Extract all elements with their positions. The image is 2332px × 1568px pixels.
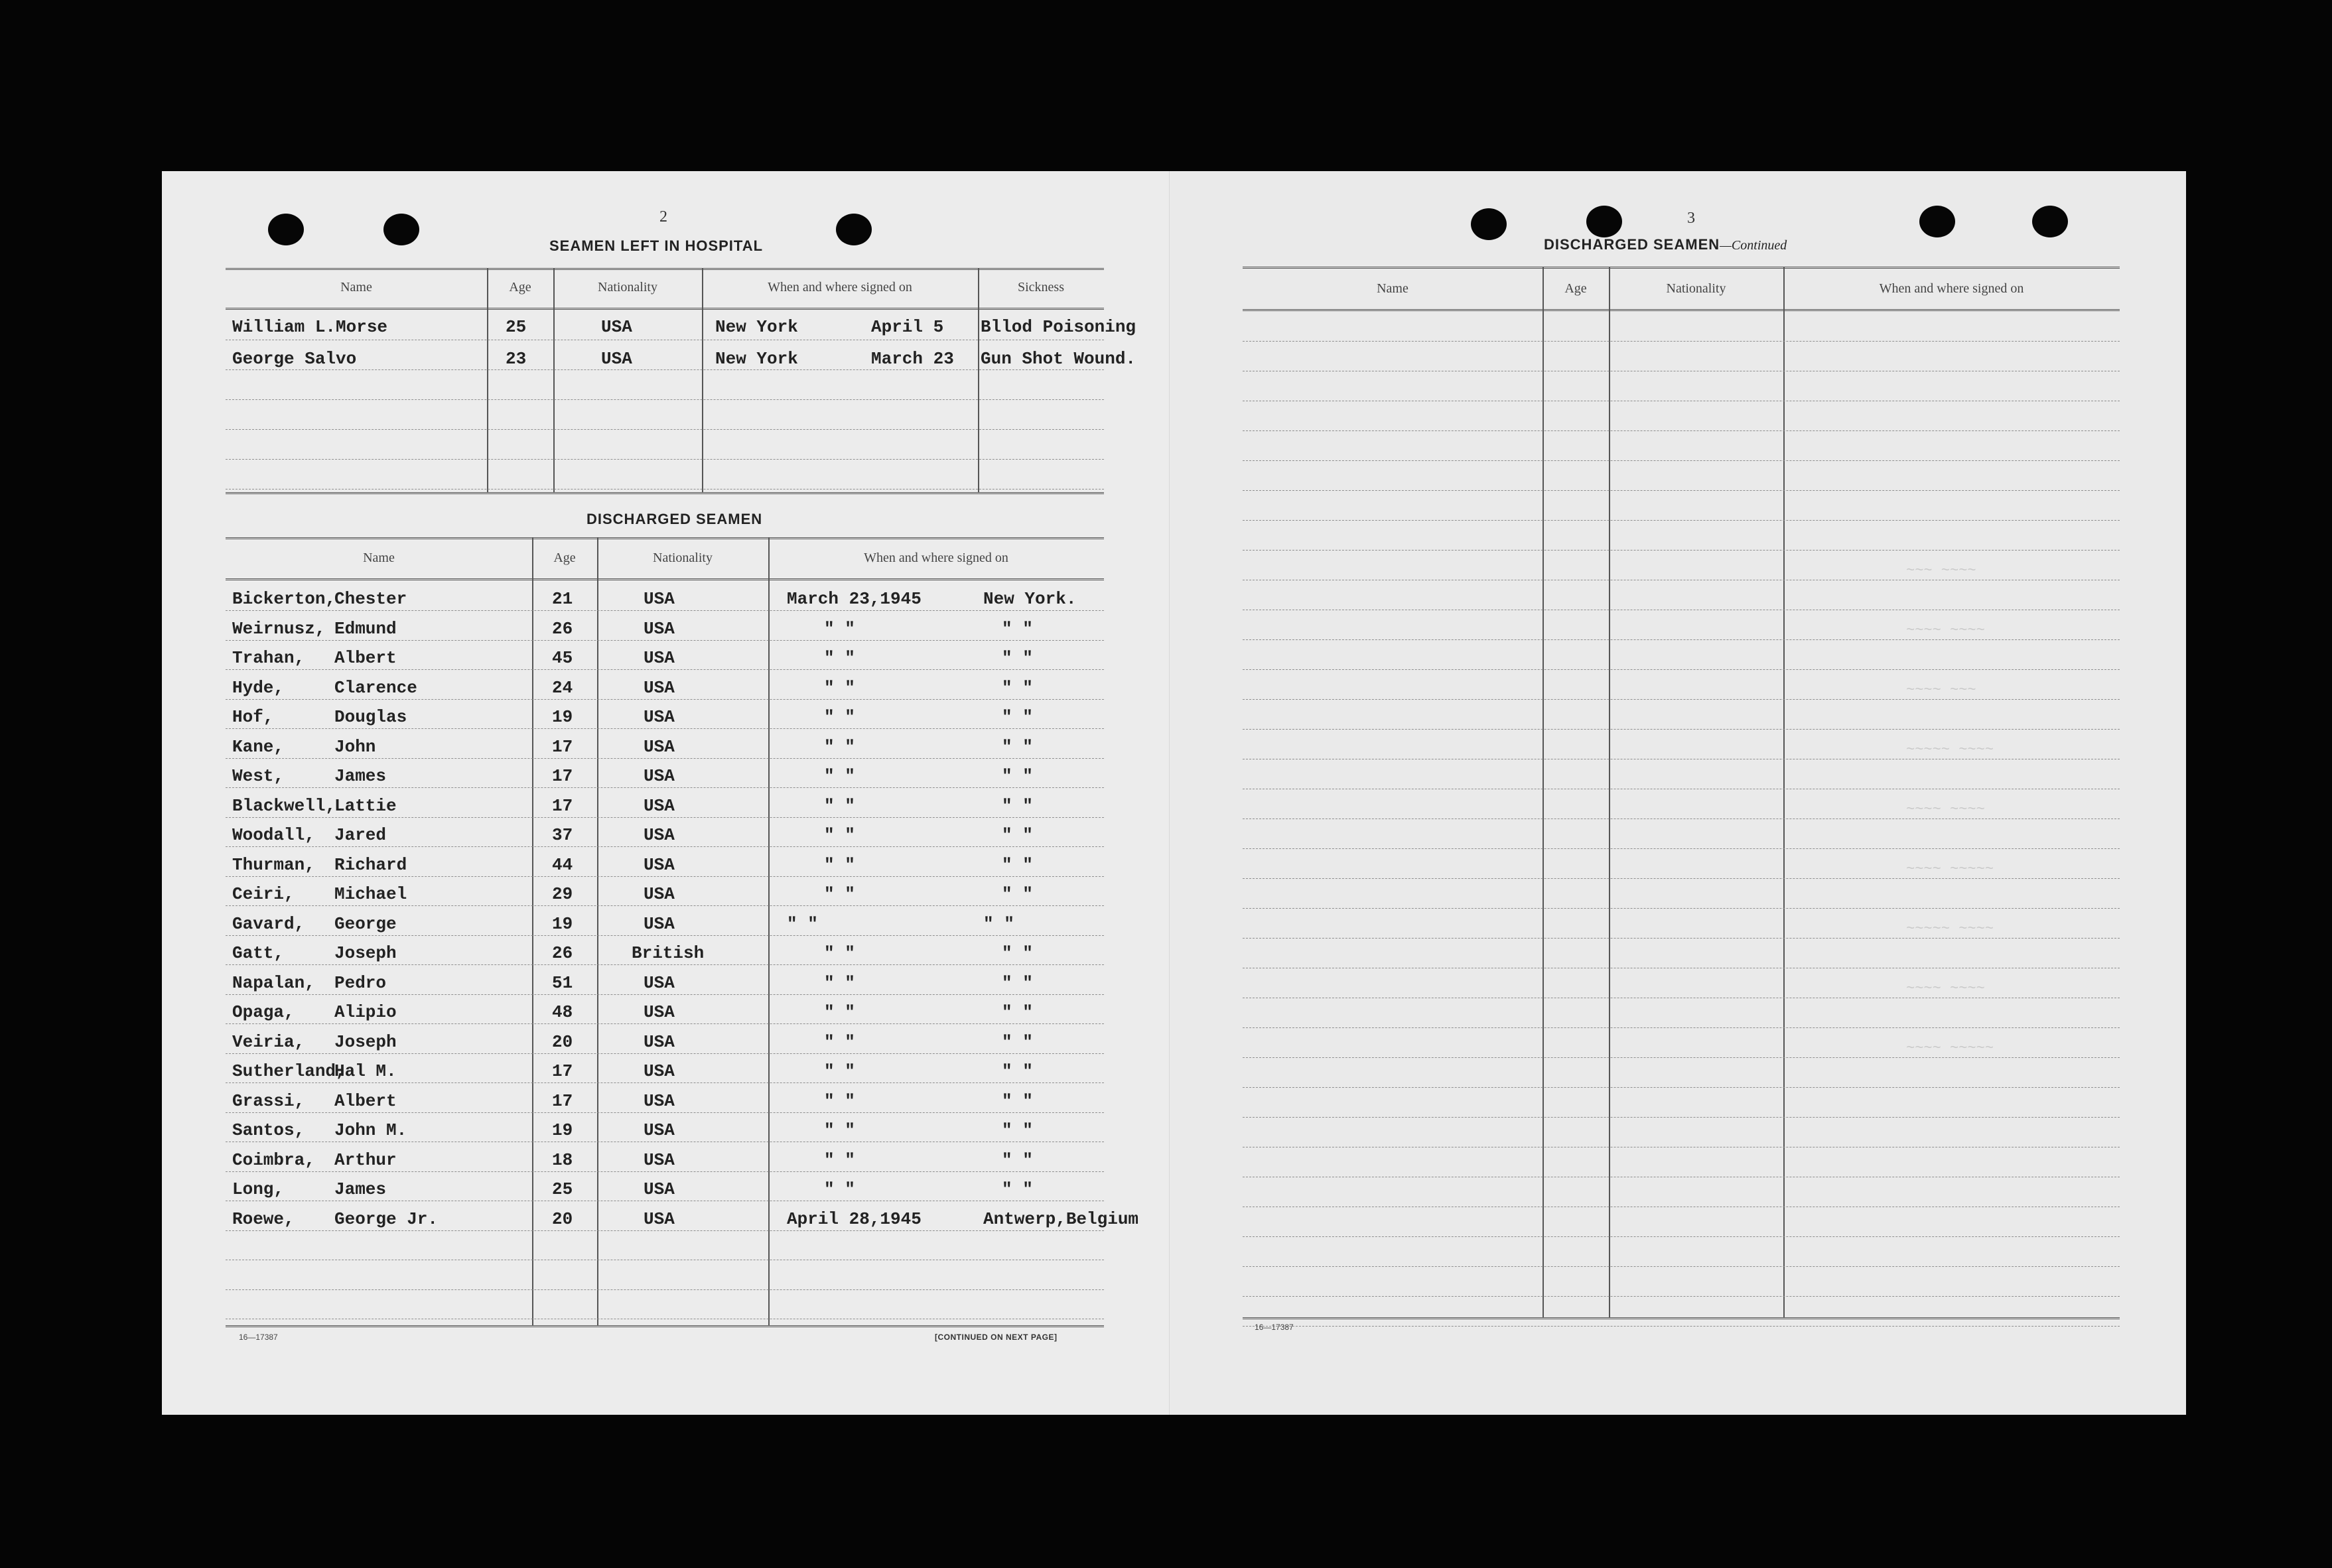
seaman-signed-place: " " [1002, 736, 1033, 757]
seaman-nationality: USA [644, 1090, 675, 1111]
seaman-signed-place: " " [1002, 972, 1033, 993]
seaman-signed-place: " " [983, 913, 1014, 934]
row-rule [1243, 908, 2120, 909]
seaman-age: 37 [552, 825, 573, 845]
seaman-nationality: USA [644, 618, 675, 639]
hospital-date: March 23 [871, 349, 954, 369]
left-page [162, 171, 1169, 1415]
row-rule [1243, 729, 2120, 730]
page-number: 3 [1687, 210, 1695, 227]
seaman-surname: Ceiri, [232, 884, 295, 904]
bleed-through: ~~~~ ~~~~ [1906, 980, 1985, 997]
seaman-signed-place: " " [1002, 1002, 1033, 1022]
table-bottom-rule [1243, 1317, 2120, 1319]
seaman-signed-date: " " [824, 618, 855, 639]
seaman-signed-date: " " [824, 1179, 855, 1199]
row-rule [226, 669, 1104, 670]
seaman-age: 26 [552, 943, 573, 963]
seaman-nationality: USA [644, 1061, 675, 1081]
seaman-signed-date: " " [824, 1090, 855, 1111]
column-divider [1543, 267, 1544, 1317]
bleed-through: ~~~~ ~~~ [1906, 682, 1976, 698]
row-rule [226, 459, 1104, 460]
row-rule [226, 429, 1104, 430]
seaman-nationality: USA [644, 795, 675, 816]
row-rule [226, 610, 1104, 611]
row-rule [1243, 1296, 2120, 1297]
bleed-through: ~~~~ ~~~~~ [1906, 1040, 1994, 1057]
hospital-nationality: USA [601, 317, 632, 337]
column-divider [597, 537, 598, 1325]
seaman-surname: Thurman, [232, 854, 315, 875]
hospital-date: April 5 [871, 317, 944, 337]
seaman-surname: Opaga, [232, 1002, 295, 1022]
seaman-age: 26 [552, 618, 573, 639]
seaman-nationality: USA [644, 1120, 675, 1140]
row-rule [226, 876, 1104, 877]
seaman-signed-place: " " [1002, 707, 1033, 727]
seaman-given-name: George Jr. [334, 1209, 439, 1229]
seaman-signed-place: " " [1002, 825, 1033, 845]
seaman-surname: Trahan, [232, 648, 305, 668]
punch-hole [1919, 206, 1955, 237]
punch-hole [2032, 206, 2068, 237]
table-bottom-rule [226, 492, 1104, 494]
row-rule [1243, 1236, 2120, 1237]
column-header: Age [553, 551, 576, 565]
seaman-age: 25 [552, 1179, 573, 1199]
row-rule [226, 728, 1104, 729]
row-rule [1243, 430, 2120, 431]
seaman-age: 17 [552, 795, 573, 816]
column-header: When and where signed on [768, 280, 912, 294]
seaman-surname: Grassi, [232, 1090, 305, 1111]
column-header: Sickness [1018, 280, 1064, 294]
row-rule [226, 964, 1104, 965]
seaman-surname: Long, [232, 1179, 285, 1199]
seaman-signed-date: " " [824, 795, 855, 816]
hospital-name: William L.Morse [232, 317, 388, 337]
row-rule [1243, 878, 2120, 879]
header-rule [226, 308, 1104, 310]
hospital-name: George Salvo [232, 349, 357, 369]
row-rule [1243, 341, 2120, 342]
row-rule [1243, 1117, 2120, 1118]
row-rule [226, 699, 1104, 700]
seaman-given-name: Pedro [334, 972, 387, 993]
seaman-nationality: USA [644, 648, 675, 668]
header-rule [1243, 309, 2120, 311]
seaman-signed-date: " " [824, 677, 855, 698]
column-header: When and where signed on [864, 551, 1008, 565]
row-rule [226, 489, 1104, 490]
row-rule [226, 1171, 1104, 1172]
hospital-place: New York [715, 349, 798, 369]
seaman-signed-date: " " [824, 648, 855, 668]
header-rule [226, 578, 1104, 580]
seaman-age: 17 [552, 736, 573, 757]
discharged-continued-title [1544, 236, 1787, 253]
seaman-age: 24 [552, 677, 573, 698]
seaman-age: 48 [552, 1002, 573, 1022]
seaman-nationality: USA [644, 1179, 675, 1199]
row-rule [1243, 848, 2120, 849]
seaman-given-name: Clarence [334, 677, 417, 698]
seaman-signed-date: March 23,1945 [787, 589, 922, 609]
seaman-surname: Coimbra, [232, 1149, 315, 1170]
seaman-signed-date: " " [824, 1031, 855, 1052]
seaman-signed-place: " " [1002, 1179, 1033, 1199]
row-rule [226, 1112, 1104, 1113]
row-rule [226, 817, 1104, 818]
seaman-given-name: John M. [334, 1120, 407, 1140]
seaman-surname: Gavard, [232, 913, 305, 934]
seaman-nationality: USA [644, 589, 675, 609]
seaman-age: 21 [552, 589, 573, 609]
seaman-nationality: USA [644, 707, 675, 727]
hospital-title: SEAMEN LEFT IN HOSPITAL [549, 237, 764, 254]
row-rule [1243, 550, 2120, 551]
seaman-age: 17 [552, 1090, 573, 1111]
seaman-signed-date: " " [824, 884, 855, 904]
table-top-rule [226, 268, 1104, 270]
punch-hole [268, 214, 304, 245]
hospital-sickness: Bllod Poisoning [981, 317, 1136, 337]
column-divider [768, 537, 770, 1325]
discharged-title: DISCHARGED SEAMEN [586, 511, 763, 527]
bleed-through: ~~~~ ~~~~ [1906, 801, 1985, 818]
seaman-signed-place: " " [1002, 677, 1033, 698]
seaman-surname: Veiria, [232, 1031, 305, 1052]
hospital-age: 23 [506, 349, 527, 369]
seaman-age: 20 [552, 1031, 573, 1052]
seaman-age: 19 [552, 707, 573, 727]
form-number: 16—17387 [239, 1333, 278, 1342]
seaman-age: 18 [552, 1149, 573, 1170]
row-rule [1243, 1027, 2120, 1028]
seaman-signed-place: " " [1002, 1120, 1033, 1140]
page-number: 2 [659, 208, 667, 226]
seaman-given-name: Joseph [334, 943, 397, 963]
row-rule [226, 994, 1104, 995]
column-header: Age [509, 280, 531, 294]
seaman-signed-date: " " [824, 1002, 855, 1022]
seaman-nationality: USA [644, 825, 675, 845]
seaman-age: 45 [552, 648, 573, 668]
column-header: Nationality [598, 280, 657, 294]
seaman-given-name: Hal M. [334, 1061, 397, 1081]
seaman-given-name: Albert [334, 648, 397, 668]
seaman-signed-date: " " [824, 766, 855, 786]
row-rule [226, 846, 1104, 847]
seaman-given-name: Chester [334, 589, 407, 609]
form-number: 16—17387 [1255, 1323, 1294, 1332]
seaman-surname: Bickerton, [232, 589, 336, 609]
punch-hole [836, 214, 872, 245]
seaman-signed-date: " " [824, 972, 855, 993]
row-rule [226, 369, 1104, 370]
seaman-given-name: Arthur [334, 1149, 397, 1170]
punch-hole [1471, 208, 1507, 240]
hospital-place: New York [715, 317, 798, 337]
row-rule [1243, 1087, 2120, 1088]
seaman-surname: Weirnusz, [232, 618, 326, 639]
row-rule [226, 787, 1104, 788]
bleed-through: ~~~~~ ~~~~ [1906, 921, 1994, 937]
seaman-surname: West, [232, 766, 285, 786]
seaman-given-name: James [334, 1179, 387, 1199]
bleed-through: ~~~~~ ~~~~ [1906, 742, 1994, 758]
seaman-given-name: Richard [334, 854, 407, 875]
seaman-nationality: USA [644, 736, 675, 757]
row-rule [1243, 490, 2120, 491]
seaman-age: 20 [552, 1209, 573, 1229]
hospital-nationality: USA [601, 349, 632, 369]
row-rule [1243, 818, 2120, 819]
seaman-nationality: USA [644, 766, 675, 786]
seaman-signed-date: " " [824, 736, 855, 757]
seaman-signed-place: " " [1002, 648, 1033, 668]
seaman-surname: Sutherland, [232, 1061, 346, 1081]
seaman-age: 19 [552, 1120, 573, 1140]
seaman-given-name: Michael [334, 884, 407, 904]
table-top-rule [226, 537, 1104, 539]
seaman-age: 29 [552, 884, 573, 904]
row-rule [226, 935, 1104, 936]
seaman-signed-place: " " [1002, 854, 1033, 875]
row-rule [226, 905, 1104, 906]
seaman-signed-date: April 28,1945 [787, 1209, 922, 1229]
seaman-signed-place: " " [1002, 884, 1033, 904]
column-divider [532, 537, 533, 1325]
row-rule [226, 1053, 1104, 1054]
seaman-given-name: James [334, 766, 387, 786]
seaman-signed-place: New York. [983, 589, 1077, 609]
seaman-signed-place: " " [1002, 766, 1033, 786]
seaman-signed-date: " " [824, 1061, 855, 1081]
seaman-nationality: USA [644, 972, 675, 993]
right-page [1169, 171, 2186, 1415]
row-rule [226, 758, 1104, 759]
row-rule [1243, 639, 2120, 640]
row-rule [1243, 1057, 2120, 1058]
seaman-signed-date: " " [824, 854, 855, 875]
seaman-age: 17 [552, 1061, 573, 1081]
seaman-signed-date: " " [824, 707, 855, 727]
column-header: When and where signed on [1879, 281, 2024, 296]
seaman-signed-place: " " [1002, 1061, 1033, 1081]
row-rule [226, 399, 1104, 400]
column-header: Name [1377, 281, 1408, 296]
seaman-given-name: George [334, 913, 397, 934]
seaman-signed-date: " " [824, 943, 855, 963]
column-divider [1783, 267, 1785, 1317]
row-rule [1243, 669, 2120, 670]
seaman-age: 19 [552, 913, 573, 934]
seaman-signed-place: " " [1002, 795, 1033, 816]
seaman-signed-date: " " [824, 1120, 855, 1140]
row-rule [1243, 938, 2120, 939]
seaman-surname: Kane, [232, 736, 285, 757]
title-main: DISCHARGED SEAMEN [1544, 236, 1720, 253]
seaman-nationality: USA [644, 1002, 675, 1022]
seaman-age: 51 [552, 972, 573, 993]
seaman-signed-place: Antwerp,Belgium [983, 1209, 1139, 1229]
seaman-nationality: USA [644, 854, 675, 875]
row-rule [1243, 699, 2120, 700]
seaman-surname: Hyde, [232, 677, 285, 698]
seaman-signed-place: " " [1002, 1090, 1033, 1111]
row-rule [226, 640, 1104, 641]
seaman-given-name: Joseph [334, 1031, 397, 1052]
hospital-age: 25 [506, 317, 527, 337]
seaman-surname: Woodall, [232, 825, 315, 845]
column-header: Name [340, 280, 372, 294]
row-rule [1243, 1266, 2120, 1267]
column-header: Age [1564, 281, 1587, 296]
column-divider [1609, 267, 1610, 1317]
row-rule [226, 1082, 1104, 1083]
seaman-surname: Santos, [232, 1120, 305, 1140]
continued-note: [CONTINUED ON NEXT PAGE] [935, 1333, 1058, 1342]
seaman-nationality: USA [644, 1149, 675, 1170]
hospital-sickness: Gun Shot Wound. [981, 349, 1136, 369]
seaman-signed-date: " " [787, 913, 818, 934]
row-rule [226, 1023, 1104, 1024]
table-bottom-rule [226, 1325, 1104, 1327]
seaman-given-name: Douglas [334, 707, 407, 727]
seaman-nationality: USA [644, 1209, 675, 1229]
seaman-nationality: USA [644, 1031, 675, 1052]
bleed-through: ~~~~ ~~~~~ [1906, 861, 1994, 878]
column-header: Name [363, 551, 395, 565]
seaman-given-name: Lattie [334, 795, 397, 816]
seaman-signed-place: " " [1002, 943, 1033, 963]
seaman-signed-place: " " [1002, 618, 1033, 639]
seaman-signed-place: " " [1002, 1149, 1033, 1170]
column-header: Nationality [1666, 281, 1726, 296]
seaman-surname: Hof, [232, 707, 274, 727]
seaman-surname: Blackwell, [232, 795, 336, 816]
seaman-nationality: USA [644, 884, 675, 904]
seaman-signed-place: " " [1002, 1031, 1033, 1052]
seaman-nationality: USA [644, 677, 675, 698]
row-rule [226, 1289, 1104, 1290]
seaman-given-name: Albert [334, 1090, 397, 1111]
bleed-through: ~~~~ ~~~~ [1906, 622, 1985, 639]
table-top-rule [1243, 267, 2120, 269]
title-suffix: —Continued [1720, 238, 1787, 253]
seaman-age: 44 [552, 854, 573, 875]
seaman-surname: Napalan, [232, 972, 315, 993]
seaman-given-name: Edmund [334, 618, 397, 639]
seaman-nationality: British [632, 943, 705, 963]
row-rule [226, 1230, 1104, 1231]
seaman-surname: Gatt, [232, 943, 285, 963]
column-header: Nationality [653, 551, 713, 565]
punch-hole [383, 214, 419, 245]
seaman-given-name: Alipio [334, 1002, 397, 1022]
punch-hole [1586, 206, 1622, 237]
seaman-surname: Roewe, [232, 1209, 295, 1229]
row-rule [1243, 1326, 2120, 1327]
seaman-given-name: Jared [334, 825, 387, 845]
seaman-age: 17 [552, 766, 573, 786]
seaman-signed-date: " " [824, 1149, 855, 1170]
seaman-nationality: USA [644, 913, 675, 934]
row-rule [1243, 520, 2120, 521]
bleed-through: ~~~ ~~~~ [1906, 562, 1976, 579]
seaman-signed-date: " " [824, 825, 855, 845]
seaman-given-name: John [334, 736, 376, 757]
row-rule [1243, 460, 2120, 461]
